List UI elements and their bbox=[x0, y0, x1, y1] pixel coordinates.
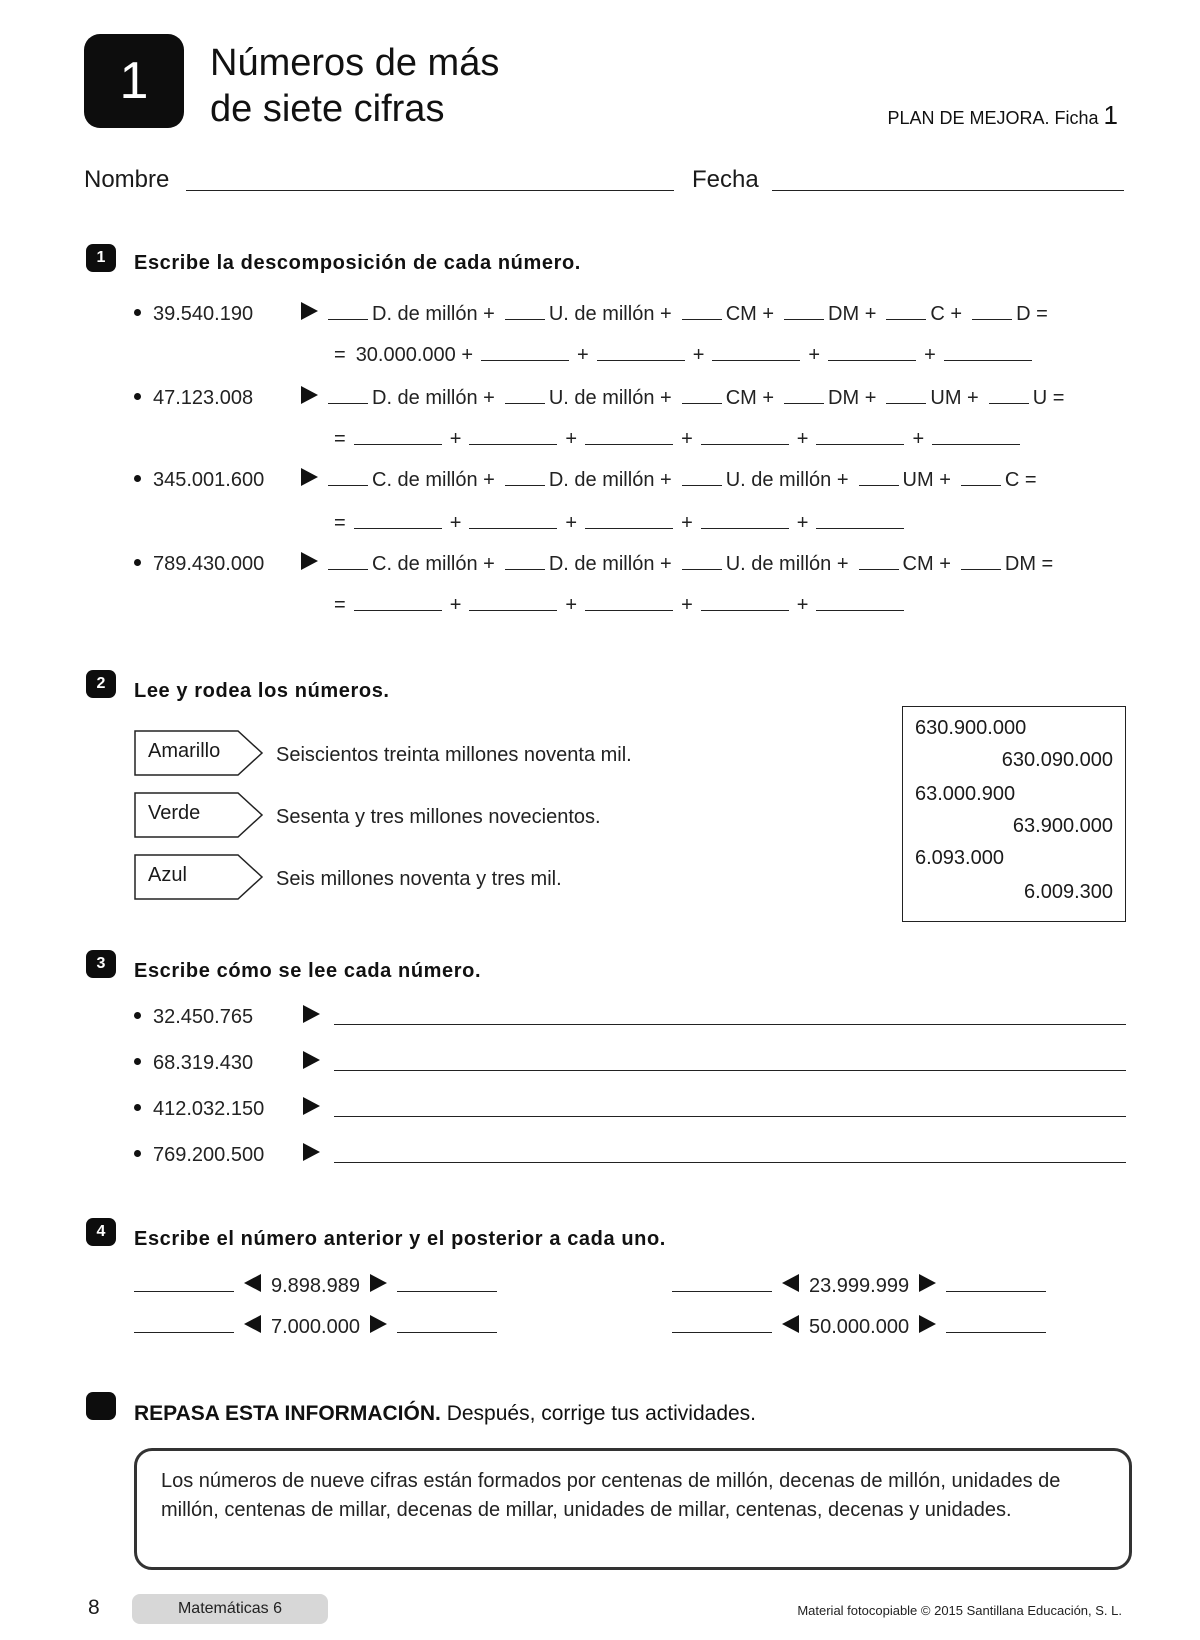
place-unit: U. de millón + bbox=[725, 553, 849, 575]
bullet-icon bbox=[134, 1012, 141, 1019]
sum-blank[interactable] bbox=[585, 428, 673, 445]
plus-sign: + bbox=[808, 344, 821, 366]
box-number[interactable]: 630.090.000 bbox=[1001, 749, 1113, 771]
reading-row-4 bbox=[134, 1143, 320, 1167]
ficha-number: 1 bbox=[1103, 100, 1118, 130]
equals-sign: = bbox=[334, 512, 346, 534]
place-unit: U = bbox=[1032, 387, 1065, 409]
plus-sign: + bbox=[449, 428, 462, 450]
place-unit: C = bbox=[1004, 469, 1037, 491]
plus-sign: + bbox=[796, 428, 809, 450]
decomposition-sum-row-3 bbox=[334, 512, 912, 535]
bullet-icon bbox=[134, 559, 141, 566]
arrow-right-icon bbox=[370, 1274, 387, 1292]
answer-blank[interactable] bbox=[328, 469, 368, 486]
box-number[interactable]: 63.000.900 bbox=[915, 783, 1016, 805]
arrow-left-icon bbox=[782, 1274, 799, 1292]
color-tag-azul bbox=[134, 854, 266, 896]
previous-number-blank[interactable] bbox=[134, 1275, 234, 1292]
answer-blank[interactable] bbox=[961, 553, 1001, 570]
place-unit: D = bbox=[1016, 303, 1048, 325]
row-number: 32.450.765 bbox=[153, 1006, 254, 1028]
unit-number-badge bbox=[84, 34, 184, 128]
bullet-icon bbox=[134, 1104, 141, 1111]
equals-sign: = bbox=[334, 344, 346, 366]
place-unit: C. de millón + bbox=[372, 553, 495, 575]
arrow-right-icon bbox=[301, 302, 318, 320]
arrow-right-icon bbox=[303, 1005, 320, 1023]
sum-blank[interactable] bbox=[585, 512, 673, 529]
previous-number-blank[interactable] bbox=[672, 1275, 772, 1292]
neighbors-row-4 bbox=[672, 1315, 1046, 1339]
next-number-blank[interactable] bbox=[397, 1316, 497, 1333]
name-field[interactable] bbox=[186, 190, 674, 191]
reading-answer-line[interactable] bbox=[334, 1070, 1126, 1071]
subject-label bbox=[132, 1594, 328, 1624]
plan-label bbox=[887, 100, 1118, 131]
decomposition-sum-row-2 bbox=[334, 428, 1028, 451]
copyright-notice: Material fotocopiable © 2015 Santillana Educación, S. L. bbox=[797, 1603, 1122, 1618]
tag-label: Verde bbox=[148, 801, 201, 824]
arrow-right-icon bbox=[303, 1097, 320, 1115]
decomposition-row-1 bbox=[134, 302, 1048, 326]
sum-blank[interactable] bbox=[469, 428, 557, 445]
plus-sign: + bbox=[692, 344, 705, 366]
sum-blank[interactable] bbox=[701, 428, 789, 445]
section-4-title: Escribe el número anterior y el posterior a cada uno. bbox=[134, 1228, 666, 1250]
section-1-title: Escribe la descomposición de cada número. bbox=[134, 252, 581, 274]
given-number: 50.000.000 bbox=[809, 1316, 910, 1338]
answer-blank[interactable] bbox=[505, 387, 545, 404]
arrow-right-icon bbox=[370, 1315, 387, 1333]
sum-blank[interactable] bbox=[354, 428, 442, 445]
place-unit: D. de millón + bbox=[372, 387, 495, 409]
box-number[interactable]: 6.009.300 bbox=[1024, 881, 1113, 903]
place-unit: UM + bbox=[902, 469, 951, 491]
date-label: Fecha bbox=[692, 166, 759, 193]
place-unit: CM + bbox=[725, 303, 775, 325]
plus-sign: + bbox=[796, 594, 809, 616]
row-number: 68.319.430 bbox=[153, 1052, 254, 1074]
row-number: 789.430.000 bbox=[153, 553, 265, 575]
section-3-badge bbox=[86, 950, 116, 978]
plus-sign: + bbox=[796, 512, 809, 534]
plus-sign: + bbox=[681, 512, 693, 534]
answer-blank[interactable] bbox=[682, 553, 722, 570]
sum-blank[interactable] bbox=[354, 512, 442, 529]
bullet-icon bbox=[134, 1150, 141, 1157]
place-unit: D. de millón + bbox=[548, 553, 672, 575]
neighbors-row-2 bbox=[672, 1274, 1046, 1298]
given-value: 30.000.000 + bbox=[355, 344, 474, 366]
equals-sign: = bbox=[334, 594, 346, 616]
reading-text-3: Seis millones noventa y tres mil. bbox=[276, 868, 562, 890]
date-field[interactable] bbox=[772, 190, 1124, 191]
place-unit: C + bbox=[930, 303, 963, 325]
sum-blank[interactable] bbox=[585, 594, 673, 611]
answer-blank[interactable] bbox=[972, 303, 1012, 320]
answer-blank[interactable] bbox=[682, 387, 722, 404]
reading-row-2 bbox=[134, 1051, 320, 1075]
arrow-right-icon bbox=[301, 386, 318, 404]
info-text: Los números de nueve cifras están formados por centenas de millón, decenas de millón, unidades de millón, centenas de millar, decenas de millar, unidades de millar, centenas, decenas y unidades. bbox=[161, 1470, 1061, 1521]
section-2-badge bbox=[86, 670, 116, 698]
place-unit: C. de millón + bbox=[372, 469, 495, 491]
color-tag-verde bbox=[134, 792, 266, 834]
section-4-badge bbox=[86, 1218, 116, 1246]
row-number: 412.032.150 bbox=[153, 1098, 265, 1120]
given-number: 9.898.989 bbox=[271, 1275, 360, 1297]
answer-blank[interactable] bbox=[886, 387, 926, 404]
decomposition-sum-row-4 bbox=[334, 594, 912, 617]
plus-sign: + bbox=[449, 594, 462, 616]
bullet-icon bbox=[134, 475, 141, 482]
arrow-left-icon bbox=[244, 1315, 261, 1333]
answer-blank[interactable] bbox=[505, 303, 545, 320]
tag-label: Amarillo bbox=[148, 739, 221, 762]
name-label: Nombre bbox=[84, 166, 170, 193]
answer-blank[interactable] bbox=[886, 303, 926, 320]
answer-blank[interactable] bbox=[961, 469, 1001, 486]
box-number[interactable]: 6.093.000 bbox=[915, 847, 1004, 869]
sum-blank[interactable] bbox=[816, 428, 904, 445]
decomposition-row-3 bbox=[134, 468, 1037, 492]
place-unit: D. de millón + bbox=[548, 469, 672, 491]
plus-sign: + bbox=[449, 512, 462, 534]
sum-blank[interactable] bbox=[597, 344, 685, 361]
sum-blank[interactable] bbox=[816, 512, 904, 529]
section-3-number: 3 bbox=[96, 955, 106, 972]
plus-sign: + bbox=[924, 344, 936, 366]
section-3-title: Escribe cómo se lee cada número. bbox=[134, 960, 482, 982]
decomposition-row-2 bbox=[134, 386, 1064, 410]
title-line-1: Números de más bbox=[210, 42, 500, 84]
given-number: 7.000.000 bbox=[271, 1316, 360, 1338]
place-unit: UM + bbox=[930, 387, 979, 409]
reading-answer-line[interactable] bbox=[334, 1162, 1126, 1163]
arrow-right-icon bbox=[301, 552, 318, 570]
sum-blank[interactable] bbox=[354, 594, 442, 611]
row-number: 47.123.008 bbox=[153, 387, 254, 409]
answer-blank[interactable] bbox=[989, 387, 1029, 404]
decomposition-sum-row-1 bbox=[334, 344, 1040, 367]
sum-blank[interactable] bbox=[469, 512, 557, 529]
sum-blank[interactable] bbox=[712, 344, 800, 361]
tag-label: Azul bbox=[148, 863, 187, 886]
page-title bbox=[210, 40, 499, 132]
answer-blank[interactable] bbox=[328, 553, 368, 570]
info-box bbox=[134, 1448, 1132, 1570]
given-number: 23.999.999 bbox=[809, 1275, 910, 1297]
arrow-right-icon bbox=[303, 1051, 320, 1069]
sum-blank[interactable] bbox=[944, 344, 1032, 361]
place-unit: D. de millón + bbox=[372, 303, 495, 325]
answer-blank[interactable] bbox=[328, 303, 368, 320]
neighbors-row-1 bbox=[134, 1274, 497, 1298]
answer-blank[interactable] bbox=[784, 387, 824, 404]
numbers-box bbox=[902, 706, 1126, 922]
answer-blank[interactable] bbox=[682, 303, 722, 320]
plus-sign: + bbox=[565, 594, 578, 616]
answer-blank[interactable] bbox=[784, 303, 824, 320]
plus-sign: + bbox=[681, 594, 693, 616]
arrow-left-icon bbox=[782, 1315, 799, 1333]
plus-sign: + bbox=[565, 428, 578, 450]
section-2-title: Lee y rodea los números. bbox=[134, 680, 390, 702]
unit-number: 1 bbox=[119, 52, 149, 110]
bullet-icon bbox=[134, 393, 141, 400]
plus-sign: + bbox=[912, 428, 925, 450]
review-heading-bold: REPASA ESTA INFORMACIÓN. bbox=[134, 1402, 441, 1425]
answer-blank[interactable] bbox=[505, 469, 545, 486]
neighbors-row-3 bbox=[134, 1315, 497, 1339]
reading-row-1 bbox=[134, 1005, 320, 1029]
page-number: 8 bbox=[88, 1596, 100, 1619]
next-number-blank[interactable] bbox=[946, 1316, 1046, 1333]
next-number-blank[interactable] bbox=[397, 1275, 497, 1292]
equals-sign: = bbox=[334, 428, 346, 450]
section-2-number: 2 bbox=[96, 675, 106, 692]
reading-text-2: Sesenta y tres millones novecientos. bbox=[276, 806, 601, 828]
section-1-number: 1 bbox=[96, 249, 106, 266]
row-number: 769.200.500 bbox=[153, 1144, 265, 1166]
bullet-icon bbox=[134, 309, 141, 316]
reading-answer-line[interactable] bbox=[334, 1116, 1126, 1117]
place-unit: U. de millón + bbox=[548, 387, 672, 409]
review-heading-rest: Después, corrige tus actividades. bbox=[446, 1402, 757, 1425]
sum-blank[interactable] bbox=[828, 344, 916, 361]
answer-blank[interactable] bbox=[328, 387, 368, 404]
row-number: 345.001.600 bbox=[153, 469, 265, 491]
box-number[interactable]: 630.900.000 bbox=[915, 717, 1027, 739]
decomposition-row-4 bbox=[134, 552, 1053, 576]
review-badge bbox=[86, 1392, 116, 1420]
reading-text-1: Seiscientos treinta millones noventa mil. bbox=[276, 744, 632, 766]
box-number[interactable]: 63.900.000 bbox=[1012, 815, 1113, 837]
plus-sign: + bbox=[577, 344, 589, 366]
next-number-blank[interactable] bbox=[946, 1275, 1046, 1292]
arrow-right-icon bbox=[919, 1274, 936, 1292]
answer-blank[interactable] bbox=[505, 553, 545, 570]
sum-blank[interactable] bbox=[481, 344, 569, 361]
sum-blank[interactable] bbox=[701, 594, 789, 611]
arrow-right-icon bbox=[303, 1143, 320, 1161]
place-unit: CM + bbox=[725, 387, 775, 409]
arrow-right-icon bbox=[919, 1315, 936, 1333]
sum-blank[interactable] bbox=[469, 594, 557, 611]
answer-blank[interactable] bbox=[682, 469, 722, 486]
plus-sign: + bbox=[681, 428, 693, 450]
place-unit: U. de millón + bbox=[548, 303, 672, 325]
place-unit: U. de millón + bbox=[725, 469, 849, 491]
answer-blank[interactable] bbox=[859, 553, 899, 570]
reading-row-3 bbox=[134, 1097, 320, 1121]
bullet-icon bbox=[134, 1058, 141, 1065]
place-unit: DM + bbox=[828, 387, 877, 409]
row-number: 39.540.190 bbox=[153, 303, 254, 325]
arrow-right-icon bbox=[301, 468, 318, 486]
reading-answer-line[interactable] bbox=[334, 1024, 1126, 1025]
title-line-2: de siete cifras bbox=[210, 88, 445, 130]
arrow-left-icon bbox=[244, 1274, 261, 1292]
plan-text: PLAN DE MEJORA. Ficha bbox=[887, 108, 1099, 128]
sum-blank[interactable] bbox=[701, 512, 789, 529]
plus-sign: + bbox=[565, 512, 578, 534]
section-4-number: 4 bbox=[96, 1223, 106, 1240]
answer-blank[interactable] bbox=[859, 469, 899, 486]
previous-number-blank[interactable] bbox=[672, 1316, 772, 1333]
place-unit: DM = bbox=[1004, 553, 1054, 575]
sum-blank[interactable] bbox=[816, 594, 904, 611]
place-unit: DM + bbox=[828, 303, 877, 325]
sum-blank[interactable] bbox=[932, 428, 1020, 445]
place-unit: CM + bbox=[902, 553, 951, 575]
previous-number-blank[interactable] bbox=[134, 1316, 234, 1333]
review-heading bbox=[134, 1402, 756, 1426]
subject-text: Matemáticas 6 bbox=[177, 1600, 283, 1617]
color-tag-amarillo bbox=[134, 730, 266, 772]
section-1-badge bbox=[86, 244, 116, 272]
